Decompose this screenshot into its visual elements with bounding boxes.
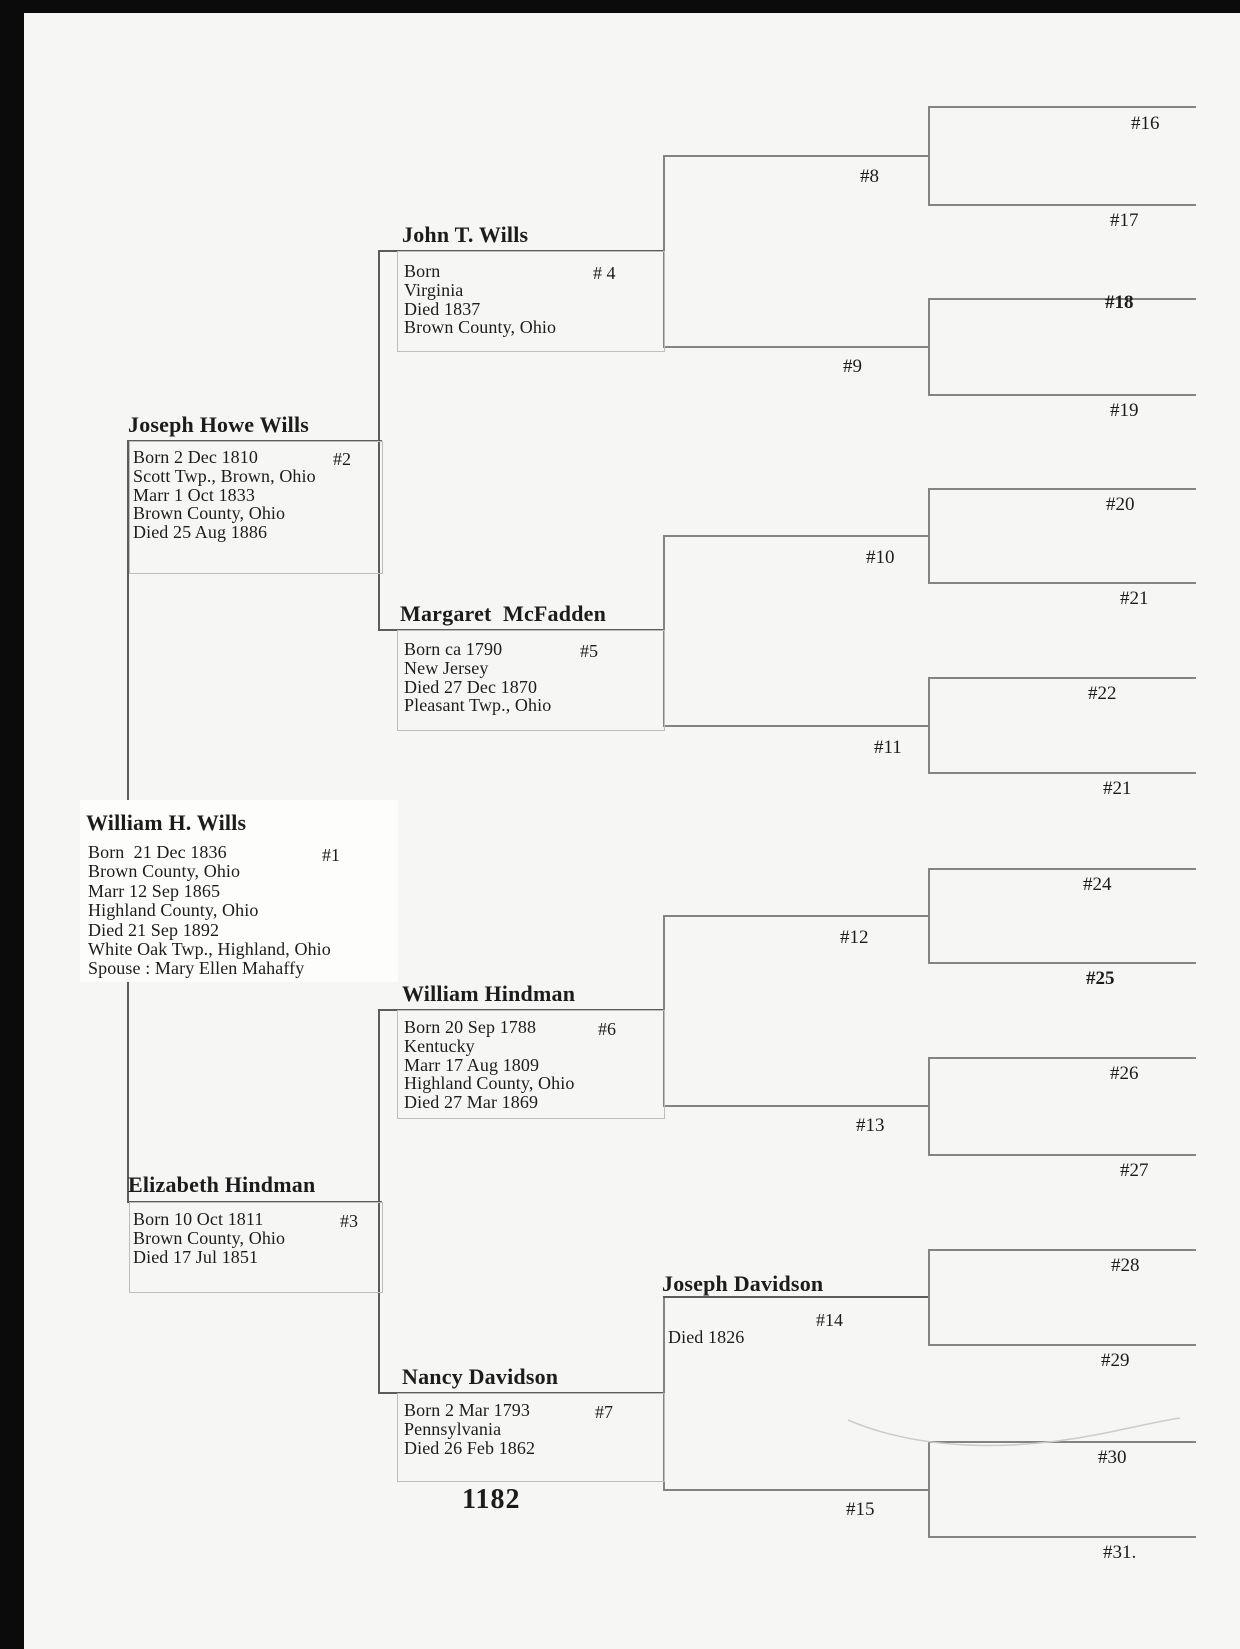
gen5-bracket-vertical-6 [928,1057,930,1156]
slot28-line [928,1249,1196,1251]
slot12-line [663,915,930,917]
slot17-label: #17 [1110,210,1139,231]
slot29-label: #29 [1101,1350,1130,1371]
gen5-bracket-vertical-5 [928,868,930,964]
person6-name: William Hindman [402,981,576,1006]
slot15-line [663,1489,930,1491]
person1-ref-number: #1 [322,845,340,865]
slot19-line [928,394,1196,396]
person3-details: Born 10 Oct 1811 Brown County, Ohio Died 17 Jul 1851 [133,1209,286,1267]
slot11-label: #11 [874,737,902,758]
slot30-line [928,1441,1196,1443]
slot29-line [928,1344,1196,1346]
person3-ref-number: #3 [340,1211,358,1231]
slot9-label: #9 [843,356,862,377]
person4-name: John T. Wills [402,222,529,247]
slot19-label: #19 [1110,400,1139,421]
slot26-label: #26 [1110,1063,1139,1084]
person7-details: Born 2 Mar 1793 Pennsylvania Died 26 Feb 1862 [404,1400,536,1458]
gen5-bracket-vertical-4 [928,677,930,774]
gen5-bracket-vertical-8 [928,1441,930,1538]
page-number: 1182 [462,1484,521,1515]
slot8-line [663,155,930,157]
slot10-label: #10 [866,547,895,568]
slot23-label: #21 [1103,778,1132,799]
slot22-line [928,677,1196,679]
person5-name: Margaret McFadden [400,601,607,626]
person14-details: Died 1826 [668,1327,745,1347]
person4-ref-number: # 4 [593,263,616,283]
slot20-line [928,488,1196,490]
slot25-label: #25 [1086,968,1115,989]
slot31-line [928,1536,1196,1538]
slot28-label: #28 [1111,1255,1140,1276]
person3-name: Elizabeth Hindman [128,1172,316,1197]
scan-edge-top [0,0,1240,13]
gen5-bracket-vertical-7 [928,1249,930,1346]
person5-details: Born ca 1790 New Jersey Died 27 Dec 1870 Pleasant Twp., Ohio [404,639,552,716]
slot16-line [928,106,1196,108]
person1-name: William H. Wills [86,810,247,835]
person2-name: Joseph Howe Wills [128,412,310,437]
person6-ref-number: #6 [598,1019,616,1039]
person6-details: Born 20 Sep 1788 Kentucky Marr 17 Aug 1809 Highland County, Ohio Died 27 Mar 1869 [404,1017,575,1113]
scan-edge-left [0,0,24,1649]
slot24-label: #24 [1083,874,1112,895]
slot15-label: #15 [846,1499,875,1520]
slot18-line [928,298,1196,300]
person2-ref-number: #2 [333,449,351,469]
slot21-label: #21 [1120,588,1149,609]
gen5-bracket-vertical-2 [928,298,930,396]
slot13-label: #13 [856,1115,885,1136]
slot13-line [663,1105,930,1107]
slot27-label: #27 [1120,1160,1149,1181]
slot31-label: #31. [1103,1542,1137,1563]
slot9-line [663,346,930,348]
gen5-bracket-vertical-3 [928,488,930,584]
slot23-line [928,772,1196,774]
person1-details: Born 21 Dec 1836 Brown County, Ohio Marr 12 Sep 1865 Highland County, Ohio Died 21 Sep 1892 White Oak Twp., Highland, Ohio Spouse : Mary Ellen Mahaffy [88,842,331,979]
slot8-label: #8 [860,166,879,187]
slot22-label: #22 [1088,683,1117,704]
person1-block [80,800,398,982]
slot25-line [928,962,1196,964]
slot12-label: #12 [840,927,869,948]
person7-ref-number: #7 [595,1402,613,1422]
person14-name: Joseph Davidson [662,1271,824,1296]
slot26-line [928,1057,1196,1059]
slot24-line [928,868,1196,870]
slot17-line [928,204,1196,206]
person7-name: Nancy Davidson [402,1364,559,1389]
slot20-label: #20 [1106,494,1135,515]
slot18-label: #18 [1105,292,1134,313]
slot11-line [663,725,930,727]
person2-details: Born 2 Dec 1810 Scott Twp., Brown, Ohio Marr 1 Oct 1833 Brown County, Ohio Died 25 Aug 1886 [133,447,316,543]
slot16-label: #16 [1131,113,1160,134]
slot30-label: #30 [1098,1447,1127,1468]
person14-ref-number: #14 [816,1310,843,1330]
gen5-bracket-vertical-1 [928,106,930,206]
person4-details: Born Virginia Died 1837 Brown County, Ohio [404,261,557,338]
person5-ref-number: #5 [580,641,598,661]
slot27-line [928,1154,1196,1156]
slot21-line [928,582,1196,584]
slot10-line [663,535,930,537]
